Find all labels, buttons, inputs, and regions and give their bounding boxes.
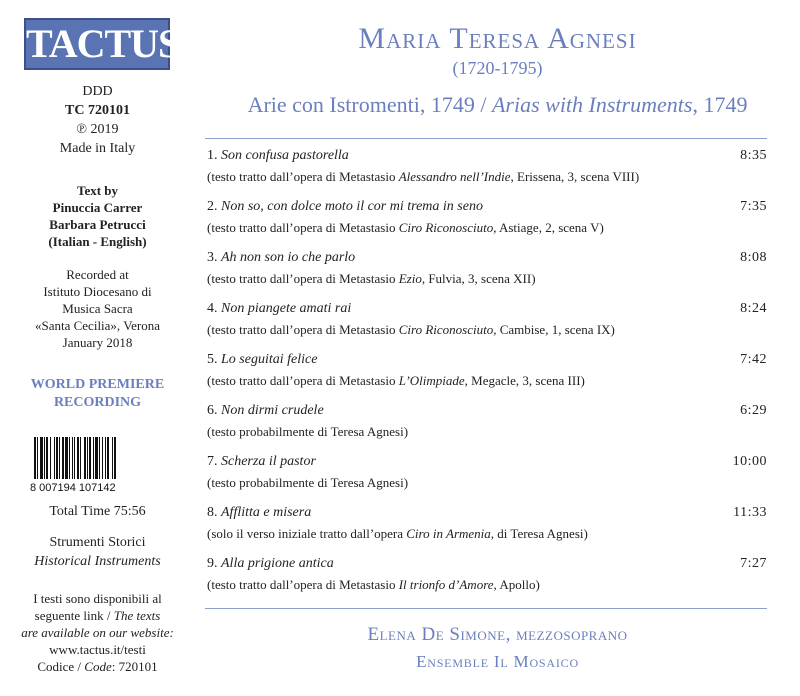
format-info <box>0 82 195 158</box>
album-title <box>195 92 800 118</box>
track-row <box>207 248 767 299</box>
track-title <box>207 301 351 317</box>
text-by-lang: (Italian - English) <box>48 234 147 249</box>
track-source <box>207 220 604 236</box>
instruments-it: Strumenti Storici <box>49 535 146 550</box>
code-value: : 720101 <box>111 659 158 674</box>
link-line-1: I testi sono disponibili al <box>33 591 162 606</box>
track-row <box>207 452 767 503</box>
track-number: 3. <box>207 250 218 265</box>
link-line-2-it: seguente link / <box>34 608 114 623</box>
track-row <box>207 350 767 401</box>
track-source <box>207 373 585 389</box>
code-label-it: Codice / <box>37 659 85 674</box>
album-title-en: Arias with Instruments <box>491 92 693 117</box>
text-by-name-1: Pinuccia Carrer <box>52 200 143 215</box>
source-pre: (testo probabilmente di Teresa Agnesi) <box>207 475 409 490</box>
track-number: 2. <box>207 199 218 214</box>
main-panel <box>195 0 800 696</box>
source-pre: (testo tratto dall’opera di Metastasio <box>207 373 399 388</box>
track-duration: 8:24 <box>740 301 767 316</box>
made-in: Made in Italy <box>59 141 136 156</box>
track-number: 8. <box>207 505 218 520</box>
source-work: Il trionfo d’Amore <box>398 577 494 592</box>
track-title <box>207 352 317 368</box>
sidebar <box>0 0 195 696</box>
composer-name: Maria Teresa Agnesi <box>358 22 637 55</box>
track-name: Son confusa pastorella <box>221 148 349 163</box>
recording-info <box>0 266 195 351</box>
source-pre: (testo tratto dall’opera di Metastasio <box>207 169 399 184</box>
track-duration: 7:27 <box>740 556 767 571</box>
copyright: ℗ 2019 <box>76 122 119 137</box>
track-number: 1. <box>207 148 218 163</box>
track-row <box>207 554 767 605</box>
instruments-en: Historical Instruments <box>34 554 161 569</box>
track-name: Scherza il pastor <box>221 454 316 469</box>
world-premiere <box>0 376 195 412</box>
track-number: 5. <box>207 352 218 367</box>
source-work: Ciro Riconosciuto <box>398 322 494 337</box>
track-number: 4. <box>207 301 218 316</box>
source-pre: (testo probabilmente di Teresa Agnesi) <box>207 424 409 439</box>
source-pre: (testo tratto dall’opera di Metastasio <box>207 271 399 286</box>
track-duration: 7:42 <box>740 352 767 367</box>
text-by-name-2: Barbara Petrucci <box>49 217 146 232</box>
track-duration: 8:35 <box>740 148 767 163</box>
track-duration: 10:00 <box>732 454 767 469</box>
instruments <box>0 533 195 571</box>
track-row <box>207 503 767 554</box>
track-name: Ah non son io che parlo <box>221 250 356 265</box>
source-post: , Cambise, 1, scena IX) <box>493 322 615 337</box>
code-label-en: Code <box>84 659 112 674</box>
source-pre: (solo il verso iniziale tratto dall’opera <box>207 526 407 541</box>
source-work: L’Olimpiade <box>398 373 465 388</box>
track-source <box>207 475 408 491</box>
website-link[interactable]: www.tactus.it/testi <box>49 642 146 657</box>
track-row <box>207 146 767 197</box>
top-divider <box>205 138 767 139</box>
track-number: 6. <box>207 403 218 418</box>
track-title <box>207 556 334 572</box>
premiere-line-2: RECORDING <box>53 395 142 410</box>
barcode-digits: 8 007194 107142 <box>30 482 116 493</box>
track-source <box>207 577 540 593</box>
source-pre: (testo tratto dall’opera di Metastasio <box>207 577 399 592</box>
source-pre: (testo tratto dall’opera di Metastasio <box>207 322 399 337</box>
source-post: , di Teresa Agnesi) <box>490 526 588 541</box>
track-title <box>207 403 324 419</box>
track-name: Afflitta e misera <box>221 505 312 520</box>
track-title <box>207 199 483 215</box>
soloist: Elena De Simone, mezzosoprano <box>367 624 628 645</box>
track-title <box>207 454 316 470</box>
track-name: Alla prigione antica <box>221 556 334 571</box>
tactus-logo: TACTUS <box>24 18 170 70</box>
track-list <box>207 146 767 605</box>
source-post: , Apollo) <box>493 577 540 592</box>
recorded-line-4: «Santa Cecilia», Verona <box>34 318 161 333</box>
recorded-line-1: Recorded at <box>66 267 129 282</box>
track-duration: 7:35 <box>740 199 767 214</box>
track-row <box>207 299 767 350</box>
source-post: , Megacle, 3, scena III) <box>464 373 585 388</box>
track-duration: 11:33 <box>733 505 767 520</box>
track-name: Non piangete amati rai <box>221 301 352 316</box>
code-line <box>0 658 195 675</box>
recorded-line-2: Istituto Diocesano di <box>43 284 152 299</box>
track-source <box>207 271 536 287</box>
track-title <box>207 148 349 164</box>
track-row <box>207 197 767 248</box>
track-row <box>207 401 767 452</box>
source-work: Alessandro nell’Indie <box>398 169 511 184</box>
track-title <box>207 250 355 266</box>
source-pre: (testo tratto dall’opera di Metastasio <box>207 220 399 235</box>
source-post: , Erissena, 3, scena VIII) <box>510 169 640 184</box>
track-name: Non dirmi crudele <box>221 403 324 418</box>
track-title <box>207 505 311 521</box>
text-credits <box>0 182 195 250</box>
track-source <box>207 424 408 440</box>
source-work: Ciro Riconosciuto <box>398 220 494 235</box>
track-name: Lo seguitai felice <box>221 352 318 367</box>
catalog-number: TC 720101 <box>65 103 130 118</box>
recorded-line-3: Musica Sacra <box>62 301 133 316</box>
format-label: DDD <box>82 84 113 99</box>
album-title-it: Arie con Istromenti, 1749 / <box>247 92 492 117</box>
barcode <box>28 437 162 493</box>
link-line-2 <box>0 607 195 624</box>
track-number: 9. <box>207 556 218 571</box>
recorded-line-5: January 2018 <box>62 335 133 350</box>
track-name: Non so, con dolce moto il cor mi trema in seno <box>221 199 483 214</box>
source-work: Ciro in Armenia <box>406 526 491 541</box>
track-duration: 6:29 <box>740 403 767 418</box>
track-source <box>207 169 639 185</box>
track-source <box>207 322 615 338</box>
link-line-2-en: The texts <box>113 608 161 623</box>
source-work: Ezio <box>398 271 422 286</box>
texts-link <box>0 590 195 675</box>
track-duration: 8:08 <box>740 250 767 265</box>
bottom-divider <box>205 608 767 609</box>
text-by-label: Text by <box>76 183 119 198</box>
source-post: , Astiage, 2, scena V) <box>493 220 604 235</box>
link-line-3: are available on our website: <box>21 625 174 640</box>
premiere-line-1: WORLD PREMIERE <box>30 377 165 392</box>
album-year: , 1749 <box>692 92 748 117</box>
composer-dates: (1720-1795) <box>452 58 543 78</box>
track-source <box>207 526 588 542</box>
source-post: , Fulvia, 3, scena XII) <box>421 271 536 286</box>
ensemble: Ensemble Il Mosaico <box>416 652 579 671</box>
total-time: Total Time 75:56 <box>49 504 146 519</box>
track-number: 7. <box>207 454 218 469</box>
